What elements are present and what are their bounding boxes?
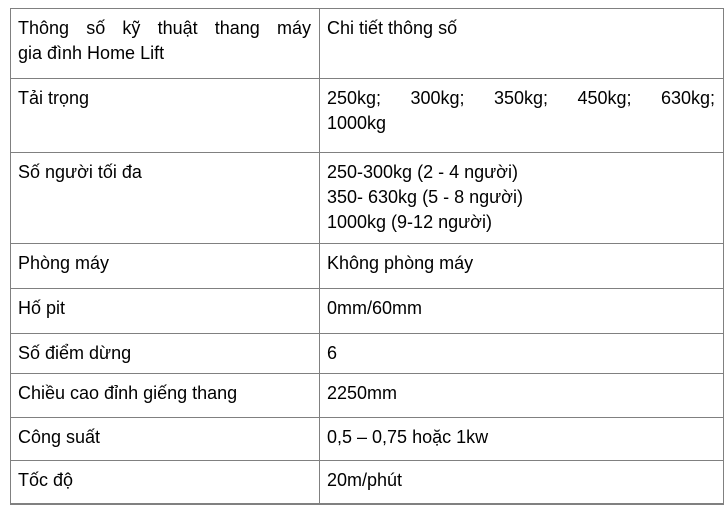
spec-value-line: 2250mm: [327, 383, 398, 403]
table-row-header: [11, 9, 724, 79]
spec-label-cell: [11, 244, 320, 289]
spec-header-label-cell: [11, 9, 320, 79]
spec-value-line: 6: [327, 343, 338, 363]
table-row: [11, 244, 724, 289]
spec-value-cell: [320, 418, 724, 461]
header-label-line: gia đình Home Lift: [18, 43, 165, 63]
spec-label: Công suất: [18, 427, 101, 447]
spec-label-cell: [11, 153, 320, 244]
spec-value-line: 1000kg (9-12 người): [327, 212, 492, 232]
table-row: [11, 153, 724, 244]
spec-label-cell: [11, 334, 320, 374]
spec-label: Tải trọng: [18, 88, 90, 108]
spec-label-cell: [11, 289, 320, 334]
spec-header-value-cell: [320, 9, 724, 79]
table-row: [11, 461, 724, 504]
spec-value-line: 20m/phút: [327, 470, 403, 490]
table-row: [11, 79, 724, 153]
spec-value-cell: [320, 244, 724, 289]
table-row: [11, 289, 724, 334]
spec-value-line: 250-300kg (2 - 4 người): [327, 162, 518, 182]
spec-value-line: 350- 630kg (5 - 8 người): [327, 187, 523, 207]
spec-value-line: 0,5 – 0,75 hoặc 1kw: [327, 427, 489, 447]
spec-label: Hố pit: [18, 298, 66, 318]
header-value-line: Chi tiết thông số: [327, 18, 458, 38]
spec-label-cell: [11, 79, 320, 153]
spec-value-line: 0mm/60mm: [327, 298, 423, 318]
spec-value-cell: [320, 374, 724, 418]
spec-label-cell: [11, 461, 320, 504]
spec-table: [10, 8, 724, 505]
spec-label: Tốc độ: [18, 470, 74, 490]
spec-value-cell: [320, 79, 724, 153]
spec-value-cell: [320, 461, 724, 504]
spec-label: Phòng máy: [18, 253, 110, 273]
header-label-line: Thông số kỹ thuật thang máy: [18, 18, 311, 38]
spec-label: Chiều cao đỉnh giếng thang: [18, 383, 238, 403]
spec-value-line: 1000kg: [327, 113, 387, 133]
spec-value-cell: [320, 153, 724, 244]
spec-label: Số người tối đa: [18, 162, 142, 182]
table-row: [11, 374, 724, 418]
spec-value-line: Không phòng máy: [327, 253, 474, 273]
spec-value-line: 250kg; 300kg; 350kg; 450kg; 630kg;: [327, 88, 715, 108]
table-row: [11, 334, 724, 374]
spec-label-cell: [11, 374, 320, 418]
spec-value-cell: [320, 289, 724, 334]
table-row: [11, 418, 724, 461]
spec-label: Số điểm dừng: [18, 343, 132, 363]
spec-value-cell: [320, 334, 724, 374]
spec-label-cell: [11, 418, 320, 461]
